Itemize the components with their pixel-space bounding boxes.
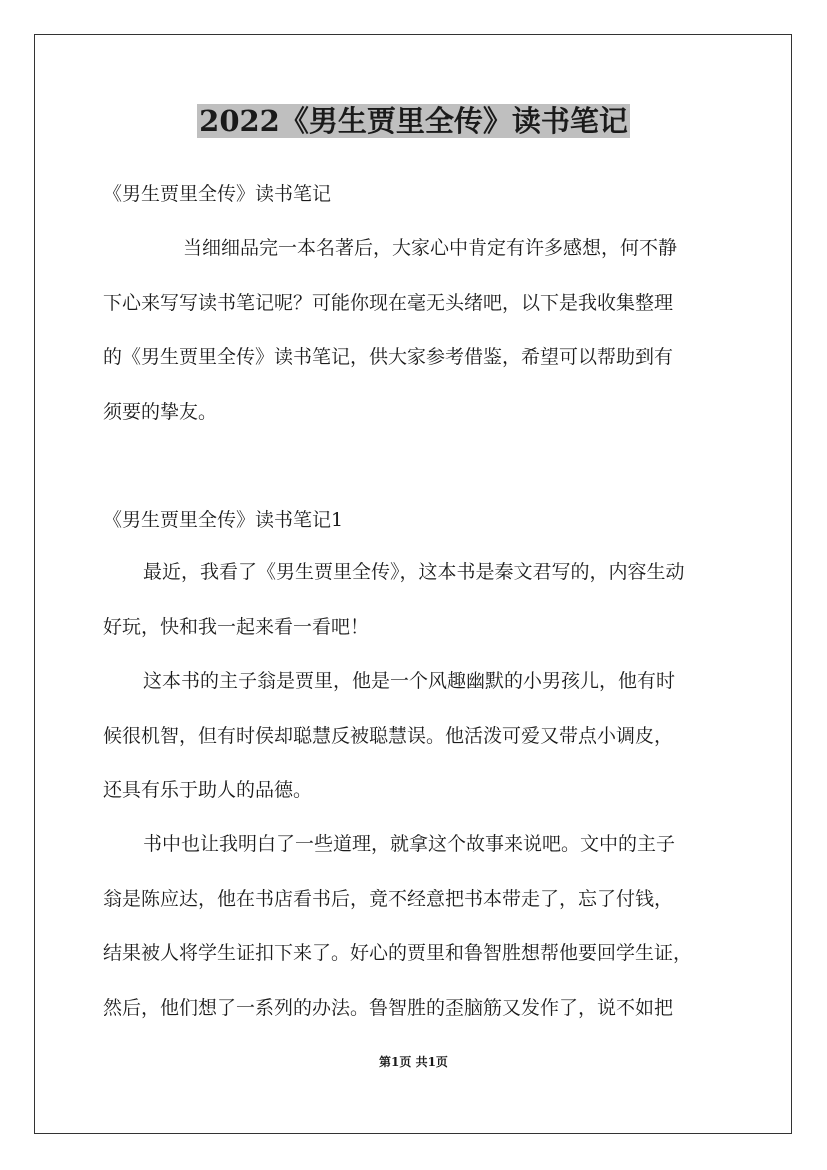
intro-line: 当细细品完一本名著后，大家心中肯定有许多感想，何不静 <box>183 237 678 259</box>
paragraph-line: 翁是陈应达，他在书店看书后，竟不经意把书本带走了，忘了付钱， <box>103 887 674 910</box>
paragraph-line: 结果被人将学生证扣下来了。好心的贾里和鲁智胜想帮他要回学生证， <box>103 942 693 964</box>
intro-paragraph <box>103 221 743 439</box>
intro-line: 的《男生贾里全传》读书笔记，供大家参考借鉴，希望可以帮助到有 <box>103 346 674 368</box>
intro-line: 须要的挚友。 <box>103 400 218 423</box>
paragraph-line: 候很机智，但有时侯却聪慧反被聪慧误。他活泼可爱又带点小调皮， <box>103 724 674 747</box>
paragraph-3 <box>103 817 743 1035</box>
paragraph-1 <box>103 545 743 654</box>
paragraph-line: 书中也让我明白了一些道理，就拿这个故事来说吧。文中的主子 <box>143 833 676 855</box>
section-heading: 《男生贾里全传》读书笔记1 <box>103 509 344 531</box>
page-number-footer: 第1页 共1页 <box>379 1055 448 1069</box>
paragraph-line: 这本书的主子翁是贾里，他是一个风趣幽默的小男孩儿，他有时 <box>143 670 676 692</box>
document-title <box>0 100 827 142</box>
intro-line: 下心来写写读书笔记呢？可能你现在毫无头绪吧，以下是我收集整理 <box>103 291 674 314</box>
paragraph-line: 最近，我看了《男生贾里全传》，这本书是秦文君写的，内容生动 <box>143 561 685 583</box>
paragraph-2 <box>103 654 743 818</box>
paragraph-line: 好玩，快和我一起来看一看吧！ <box>103 615 370 638</box>
document-subtitle: 《男生贾里全传》读书笔记 <box>103 183 332 205</box>
paragraph-line: 还具有乐于助人的品德。 <box>103 779 313 801</box>
paragraph-line: 然后，他们想了一系列的办法。鲁智胜的歪脑筋又发作了，说不如把 <box>103 996 674 1019</box>
document-title-text: 2022《男生贾里全传》读书笔记 <box>199 104 628 138</box>
